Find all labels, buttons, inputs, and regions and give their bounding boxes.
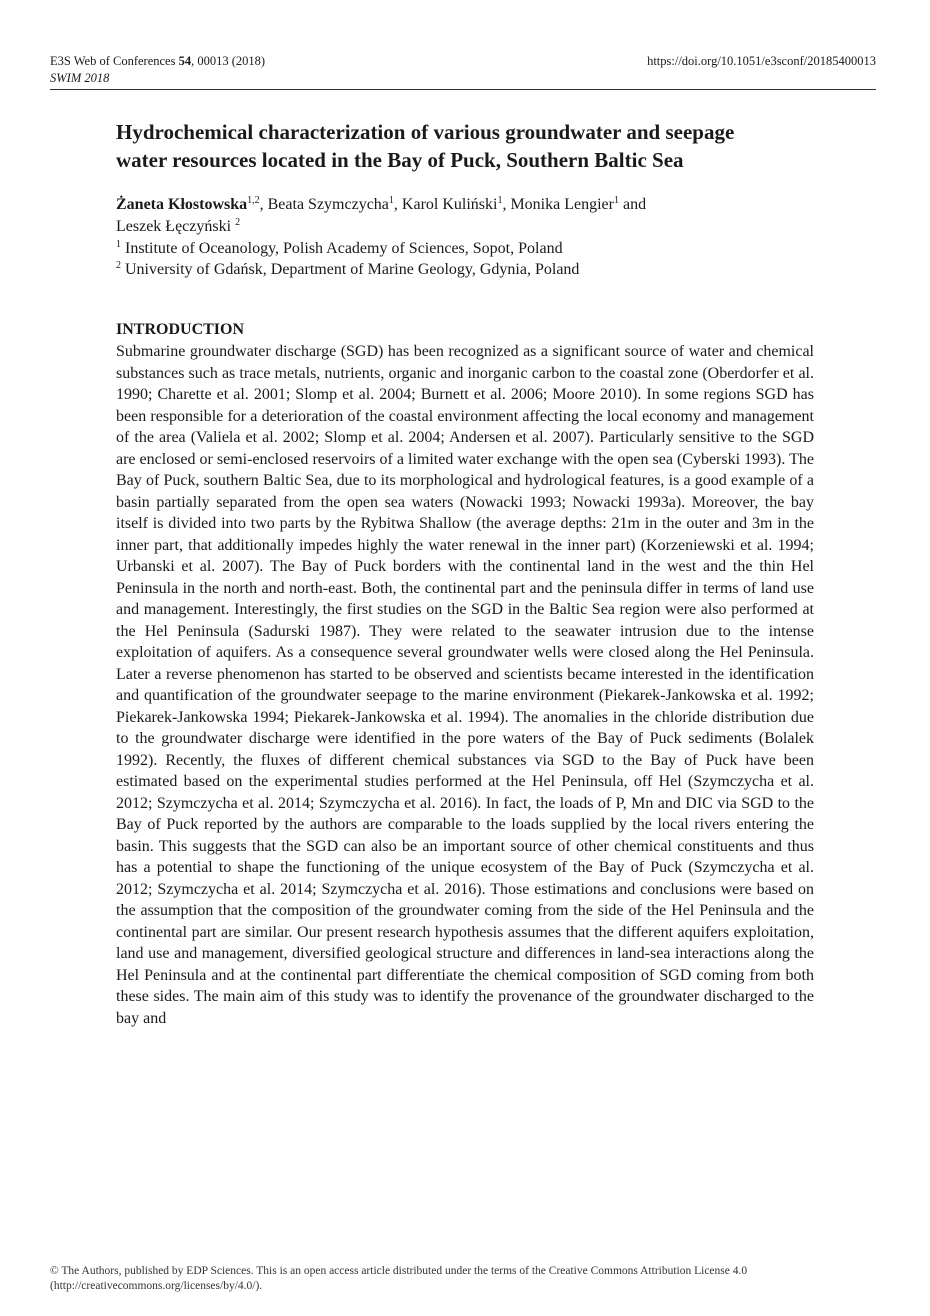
author: Beata Szymczycha$^1$, [267, 195, 402, 213]
license-link[interactable]: (http://creativecommons.org/licenses/by/4.0/). [50, 1279, 263, 1292]
article-title: Hydrochemical characterization of various groundwater and seepage water resources located in the Bay of Puck, Southern Baltic Sea [116, 120, 735, 172]
license-footer [50, 1264, 876, 1293]
article-content [116, 118, 814, 1029]
affiliation: $^2$ University of Gdańsk, Department of Marine Geology, Gdynia, Poland [116, 260, 580, 278]
author: Żaneta Kłostowska$^{1,2}$, [116, 195, 268, 213]
author: Leszek Łęczyński $^2$ [116, 217, 241, 235]
section-heading: INTRODUCTION [116, 321, 245, 338]
license-text: © The Authors, published by EDP Sciences. This is an open access article distributed under the terms of the Creative Commons Attribution License 4.0 [50, 1265, 748, 1277]
conference-series: SWIM 2018 [50, 71, 110, 85]
affiliation: $^1$ Institute of Oceanology, Polish Academy of Sciences, Sopot, Poland [116, 239, 563, 257]
author: Karol Kuliński$^1$, [401, 195, 511, 213]
introduction-paragraph: Submarine groundwater discharge (SGD) has been recognized as a significant source of water and chemical substances such as trace metals, nutrients, organic and inorganic carbon to the coastal zone (Oberdorfer et al. 1990; Charette et al. 2001; Slomp et al. 2004; Burnett et al. 2006; Moore 2010). In some regions SGD has been responsible for a deterioration of the coastal environment affecting the local economy and management of the area (Valiela et al. 2002; Slomp et al. 2004; Andersen et al. 2007). Particularly sensitive to the SGD are enclosed or semi-enclosed reservoirs of a limited water exchange with the open sea (Cyberski 1993). The Bay of Puck, southern Baltic Sea, due to its morphological and hydrological features, is a good example of a basin partially separated from the open sea waters (Nowacki 1993; Nowacki 1993a). Moreover, the bay itself is divided into two parts by the Rybitwa Shallow (the average depths: 21m in the outer and 3m in the inner part, that additionally impedes highly the water renewal in the inner part) (Korzeniewski et al. 1994; Urbanski et al. 2007). The Bay of Puck borders with the continental land in the west and the thin Hel Peninsula in the north and north-east. Both, the continental part and the peninsula differ in terms of land use and management. Interestingly, the first studies on the SGD in the Baltic Sea region were also performed at the Hel Peninsula (Sadurski 1987). They were related to the seawater intrusion due to the intense exploitation of aquifers. As a consequence several groundwater wells were closed along the Hel Peninsula. Later a reverse phenomenon has started to be observed and scientists became interested in the identification and quantification of the groundwater seepage to the marine environment (Piekarek-Jankowska et al. 1992; Piekarek-Jankowska 1994; Piekarek-Jankowska et al. 1994). The anomalies in the chloride distribution due to the groundwater discharge were identified in the pore waters of the Bay of Puck sediments (Bolalek 1992). Recently, the fluxes of different chemical substances via SGD to the Bay of Puck have been estimated based on the experimental studies performed at the Hel Peninsula, off Hel (Szymczycha et al. 2012; Szymczycha et al. 2014; Szymczycha et al. 2016). In fact, the loads of P, Mn and DIC via SGD to the Bay of Puck reported by the authors are comparable to the loads supplied by the local rivers entering the basin. This suggests that the SGD can also be an important source of other chemical constituents and thus has a potential to shape the functioning of the unique ecosystem of the Bay of Puck (Szymczycha et al. 2012; Szymczycha et al. 2014; Szymczycha et al. 2016). Those estimations and conclusions were based on the assumption that the composition of the groundwater coming from the side of the Hel Peninsula and the continental part are similar. Our present research hypothesis assumes that the different aquifers exploitation, land use and management, diversified geological structure and differences in land-sea interactions along the Hel Peninsula and at the continental part differentiate the chemical composition of SGD coming from both these sides. The main aim of this study was to identify the provenance of the groundwater discharged to the bay and [116, 343, 814, 1027]
journal-citation: E3S Web of Conferences 54, 00013 (2018) [50, 54, 266, 68]
author: Monika Lengier$^1$ and [510, 195, 647, 213]
author-list [116, 194, 814, 238]
running-header [50, 53, 876, 90]
doi-link[interactable]: https://doi.org/10.1051/e3sconf/20185400013 [647, 54, 876, 68]
